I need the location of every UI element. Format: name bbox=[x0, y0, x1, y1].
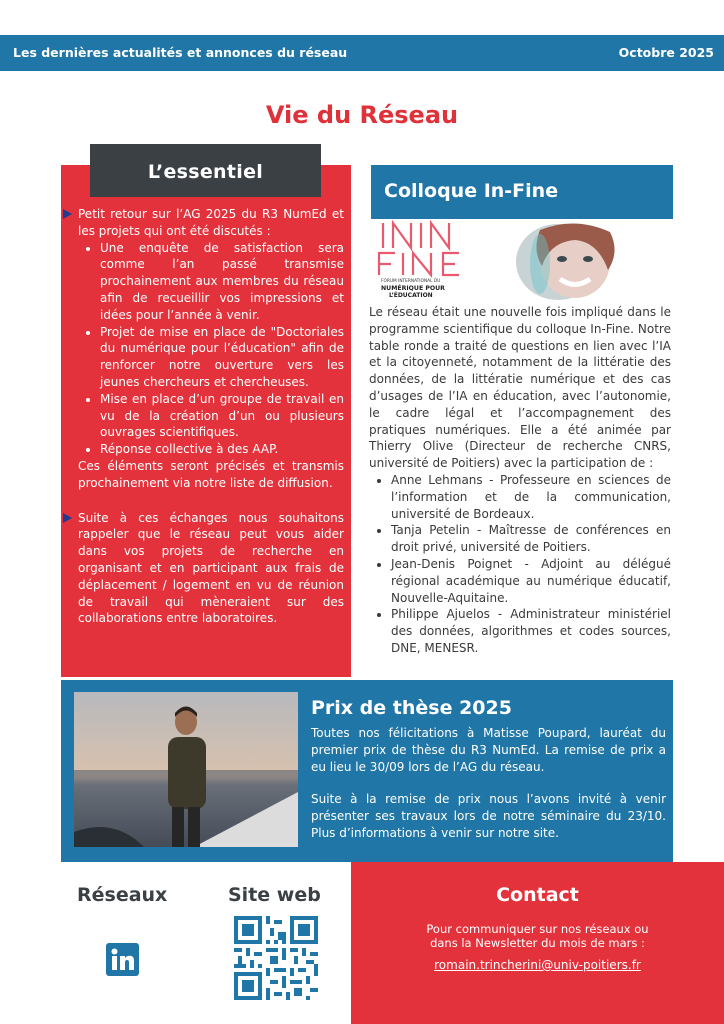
essentiel-after: Ces éléments seront précisés et transmis prochainement via notre liste de diffusion. bbox=[78, 458, 344, 490]
essentiel-list bbox=[78, 240, 344, 458]
linkedin-icon[interactable] bbox=[106, 943, 139, 976]
essentiel-content bbox=[78, 206, 344, 627]
qr-code[interactable] bbox=[234, 916, 318, 1000]
list-item: • Jean-Denis Poignet - Adjoint au délégué régional académique au numérique éducatif, Nouvelle-Aquitaine. bbox=[391, 556, 671, 606]
contact-text bbox=[351, 922, 724, 950]
participants-list bbox=[369, 472, 671, 657]
prix-paragraph-1: Toutes nos félicitations à Matisse Poupard, lauréat du premier prix de thèse du R3 NumEd. La remise de prix a eu lieu le 30/09 lors de l’AG du réseau. bbox=[311, 726, 666, 774]
header-bar bbox=[0, 35, 724, 71]
page-title: Vie du Réseau bbox=[265, 101, 459, 129]
list-item: • Projet de mise en place de "Doctoriales du numérique pour l’éducation" afin de renforcer notre ouverture vers les jeunes chercheurs et chercheuses. bbox=[100, 324, 344, 391]
arrow-icon bbox=[63, 209, 72, 219]
reseaux-heading: Réseaux bbox=[77, 884, 168, 906]
prix-heading: Prix de thèse 2025 bbox=[311, 697, 512, 719]
header-subtitle: Les dernières actualités et annonces du réseau bbox=[13, 45, 348, 60]
colloque-heading: Colloque In-Fine bbox=[384, 180, 559, 202]
contact-line-2: dans la Newsletter du mois de mars : bbox=[430, 936, 645, 950]
list-item: • Philippe Ajuelos - Administrateur ministériel des données, algorithmes et codes sources, DNE, MENESR. bbox=[391, 606, 671, 656]
header-date: Octobre 2025 bbox=[618, 45, 714, 60]
arrow-icon bbox=[63, 513, 72, 523]
essentiel-second: Suite à ces échanges nous souhaitons rappeler que le réseau peut vous aider dans vos projets de recherche en organisant et en participant aux frais de déplacement / logement en vu de réunion de travail qui mèneraient sur des collaborations entre laboratoires. bbox=[78, 510, 344, 628]
list-item: • Anne Lehmans - Professeure en sciences de l’information et de la communication, université de Bordeaux. bbox=[391, 472, 671, 522]
laureate-photo bbox=[74, 692, 298, 847]
colloque-body: Le réseau était une nouvelle fois impliqué dans le programme scientifique du colloque In-Fine. Notre table ronde a traité de questions en lien avec l’IA et la citoyenneté, notamment de la littératie des données, de la littératie numérique et des cas d’usages de l’IA en éducation, avec l’autonomie, le cadre légal et l’accompagnement des pratiques numériques. Elle a été animée par Thierry Olive (Directeur de recherche CNRS, université de Poitiers) avec la participation de : bbox=[369, 305, 671, 471]
essentiel-intro: Petit retour sur l’AG 2025 du R3 NumEd et les projets qui ont été discutés : bbox=[78, 206, 344, 240]
infine-logo bbox=[371, 220, 477, 300]
site-heading: Site web bbox=[228, 884, 321, 906]
essentiel-heading: L’essentiel bbox=[90, 144, 321, 197]
logo-text-1: FORUM INTERNATIONAL DU bbox=[381, 279, 441, 284]
infine-photo bbox=[480, 222, 670, 300]
list-item: • Tanja Petelin - Maîtresse de conférences en droit privé, université de Poitiers. bbox=[391, 522, 671, 556]
logo-text-3: L’ÉDUCATION bbox=[389, 292, 433, 299]
prix-paragraph-2: Suite à la remise de prix nous l’avons invité à venir présenter ses travaux lors de notre séminaire du 23/10. Plus d’informations à venir sur notre site. bbox=[311, 792, 666, 840]
prix-content bbox=[311, 725, 666, 842]
contact-heading: Contact bbox=[496, 884, 579, 906]
colloque-content bbox=[369, 304, 671, 657]
logo-text-2: NUMÉRIQUE POUR bbox=[381, 285, 445, 292]
list-item: • Une enquête de satisfaction sera comme l’an passé transmise prochainement aux membres du réseau afin de recueillir vos impressions et idées pour l’année à venir. bbox=[100, 240, 344, 324]
contact-line-1: Pour communiquer sur nos réseaux ou bbox=[426, 922, 649, 936]
colloque-heading-bar bbox=[371, 165, 673, 219]
contact-email-link[interactable]: romain.trincherini@univ-poitiers.fr bbox=[434, 958, 641, 972]
list-item: • Réponse collective à des AAP. bbox=[100, 441, 344, 458]
list-item: • Mise en place d’un groupe de travail en vu de la création d’un ou plusieurs ouvrages scientifiques. bbox=[100, 391, 344, 441]
